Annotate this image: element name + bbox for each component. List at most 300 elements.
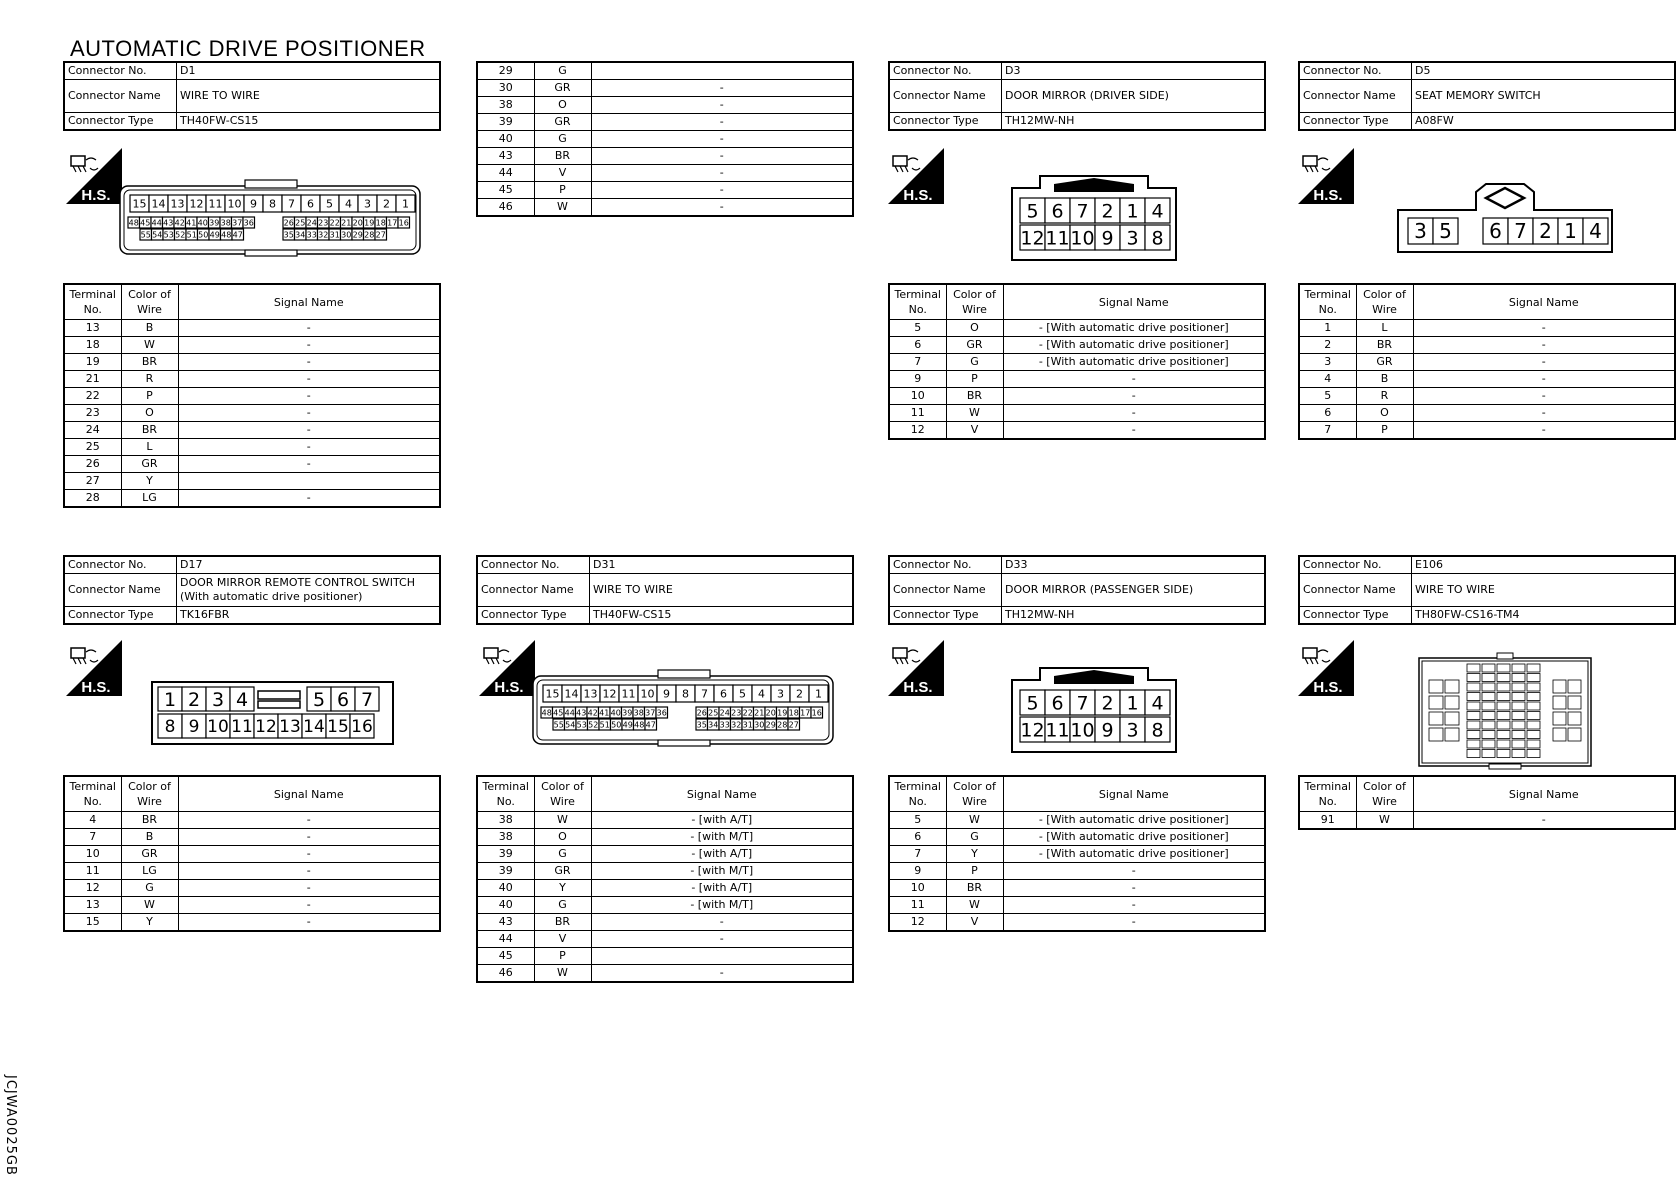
connector-type: TK16FBR	[177, 607, 441, 625]
th40-pin-label: 48	[221, 230, 232, 240]
terminal-no: 10	[889, 880, 946, 897]
th40-pin-label: 22	[742, 708, 753, 718]
th40-pin-label: 48	[634, 720, 645, 730]
terminal-no: 5	[1299, 388, 1356, 405]
terminal-no: 13	[64, 320, 121, 337]
table-row	[889, 880, 1265, 897]
th40-pin-label: 34	[295, 230, 306, 240]
th40-pin-label: 48	[128, 218, 139, 228]
wire-color: GR	[534, 114, 591, 131]
signal-name: -	[591, 114, 853, 131]
wire-color: BR	[946, 880, 1003, 897]
th40-pin-label: 41	[599, 708, 610, 718]
wire-color: O	[534, 829, 591, 846]
table-row	[64, 829, 440, 846]
th40-pin-label: 14	[564, 687, 579, 701]
table-header: Terminal No. Color of Wire Signal Name	[64, 284, 440, 320]
tk16-pin-label: 12	[255, 717, 277, 738]
signal-name: -	[591, 80, 853, 97]
terminal-no: 5	[889, 320, 946, 337]
terminal-no: 39	[477, 863, 534, 880]
signal-name	[178, 473, 440, 490]
signal-name: -	[178, 914, 440, 932]
wire-color: W	[534, 965, 591, 983]
table-row	[477, 880, 853, 897]
th40-pin-label: 10	[640, 687, 655, 701]
connector-d1	[63, 61, 441, 131]
connector-d31: Connector No. D31 Connector Name WIRE TO WIRE Connector Type TH40FW-CS15	[476, 555, 854, 625]
th40-pin-label: 42	[587, 708, 598, 718]
wire-color: P	[121, 388, 178, 405]
th40-pin-label: 26	[696, 708, 707, 718]
table-header: Terminal No. Color of Wire Signal Name	[477, 776, 853, 812]
th40-pin-label: 28	[364, 230, 375, 240]
connector-name: DOOR MIRROR (PASSENGER SIDE)	[1002, 574, 1266, 607]
terminal-no: 6	[889, 337, 946, 354]
th40-pin-label: 51	[186, 230, 197, 240]
th40-pin-label: 49	[622, 720, 633, 730]
wire-color: G	[534, 846, 591, 863]
th12-pin-label: 10	[1070, 227, 1095, 250]
table-row	[64, 846, 440, 863]
table-row	[64, 490, 440, 508]
signal-name: -	[178, 490, 440, 508]
signal-name: -	[178, 337, 440, 354]
th40-pin-label: 45	[140, 218, 151, 228]
th40-pin-label: 44	[564, 708, 575, 718]
wire-color: P	[534, 182, 591, 199]
th40-pin-label: 17	[800, 708, 811, 718]
th40-pin-label: 15	[132, 197, 147, 211]
terminal-no: 44	[477, 165, 534, 182]
signal-name: -	[591, 199, 853, 217]
th40-pin-label: 17	[387, 218, 398, 228]
th40-pin-label: 3	[364, 197, 371, 211]
table-row	[889, 337, 1265, 354]
th40-pin-label: 5	[739, 687, 746, 701]
harness-side-icon	[479, 640, 535, 696]
table-row	[64, 388, 440, 405]
th40-pin-label: 23	[731, 708, 742, 718]
signal-name: - [With automatic drive positioner]	[1003, 320, 1265, 337]
th40-pin-label: 38	[220, 218, 231, 228]
connector-type: TH12MW-NH	[1002, 607, 1266, 625]
table-row	[64, 371, 440, 388]
th40-pin-label: 27	[375, 230, 386, 240]
wire-color: Y	[121, 914, 178, 932]
table-row	[64, 473, 440, 490]
terminal-no: 10	[889, 388, 946, 405]
terminal-no: 43	[477, 914, 534, 931]
table-row	[64, 337, 440, 354]
connector-type: TH80FW-CS16-TM4	[1412, 607, 1676, 625]
wire-color: W	[946, 405, 1003, 422]
th40-pin-label: 36	[243, 218, 254, 228]
th40-pin-label: 20	[765, 708, 776, 718]
tk16-pin-label: 15	[327, 717, 349, 738]
table-row	[477, 931, 853, 948]
terminal-table-d5	[1298, 283, 1676, 440]
terminal-table-d1	[63, 283, 441, 508]
th40-pin-label: 18	[788, 708, 799, 718]
th12-pin-label: 10	[1070, 719, 1095, 742]
table-row	[889, 388, 1265, 405]
th40-pin-label: 35	[696, 720, 707, 730]
tk16-pin-label: 6	[336, 688, 350, 711]
harness-side-icon	[888, 640, 944, 696]
wire-color: BR	[534, 914, 591, 931]
table-row	[889, 863, 1265, 880]
wire-color: V	[946, 914, 1003, 932]
terminal-no: 13	[64, 897, 121, 914]
th40-pin-label: 2	[796, 687, 803, 701]
table-row	[64, 456, 440, 473]
th40-pin-label: 30	[754, 720, 765, 730]
th40-pin-label: 10	[227, 197, 242, 211]
signal-name	[591, 62, 853, 80]
table-row	[477, 965, 853, 983]
th40-pin-label: 22	[329, 218, 340, 228]
th40-pin-label: 19	[777, 708, 788, 718]
connector-no: D17	[177, 556, 441, 574]
tk16-pin-label: 13	[279, 717, 301, 738]
th40-pin-label: 24	[719, 708, 730, 718]
table-header: Terminal No. Color of Wire Signal Name	[1299, 284, 1675, 320]
terminal-no: 25	[64, 439, 121, 456]
terminal-no: 40	[477, 131, 534, 148]
figure-code: JCJWA0025GB	[3, 1075, 18, 1176]
wire-color: G	[121, 880, 178, 897]
terminal-no: 43	[477, 148, 534, 165]
signal-name: -	[591, 182, 853, 199]
wire-color: G	[534, 62, 591, 80]
connector-d17: Connector No. D17 Connector Name DOOR MIRROR REMOTE CONTROL SWITCH (With automatic drive positioner) Connector Type TK16FBR	[63, 555, 441, 625]
signal-name	[591, 948, 853, 965]
connector-face-d33	[1010, 662, 1178, 754]
wire-color: B	[121, 320, 178, 337]
terminal-no: 9	[889, 863, 946, 880]
th40-pin-label: 54	[152, 230, 163, 240]
th12-pin-label: 3	[1126, 719, 1139, 742]
th12-pin-label: 9	[1101, 719, 1114, 742]
connector-name: DOOR MIRROR REMOTE CONTROL SWITCH (With automatic drive positioner)	[177, 574, 441, 607]
th40-pin-label: 40	[197, 218, 208, 228]
wire-color: G	[534, 131, 591, 148]
terminal-no: 12	[64, 880, 121, 897]
a08-pin-label: 5	[1439, 219, 1452, 244]
th40-pin-label: 16	[811, 708, 822, 718]
table-row	[477, 97, 853, 114]
tk16-pin-label: 7	[360, 688, 374, 711]
th40-pin-label: 33	[306, 230, 317, 240]
wire-color: GR	[946, 337, 1003, 354]
terminal-table-d33	[888, 775, 1266, 932]
table-header: Terminal No. Color of Wire Signal Name	[1299, 776, 1675, 812]
signal-name: -	[178, 354, 440, 371]
table-row	[1299, 422, 1675, 440]
table-row	[64, 897, 440, 914]
terminal-table-d1-continued	[476, 61, 854, 217]
tk16-pin-label: 2	[187, 688, 201, 711]
tk16-pin-label: 10	[207, 717, 229, 738]
th40-pin-label: 15	[545, 687, 560, 701]
th40-pin-label: 37	[645, 708, 656, 718]
a08-pin-label: 7	[1514, 219, 1527, 244]
th40-pin-label: 55	[553, 720, 564, 730]
th12-pin-label: 5	[1026, 692, 1039, 715]
th12-pin-label: 4	[1151, 200, 1164, 223]
tk16-pin-label: 3	[211, 688, 225, 711]
terminal-no: 26	[64, 456, 121, 473]
th40-pin-label: 29	[765, 720, 776, 730]
terminal-no: 29	[477, 62, 534, 80]
th40-pin-label: 53	[163, 230, 174, 240]
th40-pin-label: 8	[269, 197, 276, 211]
signal-name: - [with A/T]	[591, 812, 853, 829]
terminal-no: 45	[477, 182, 534, 199]
table-row	[477, 863, 853, 880]
tk16-pin-label: 8	[164, 717, 176, 738]
terminal-table-d31	[476, 775, 854, 983]
th40-pin-label: 32	[318, 230, 329, 240]
terminal-no: 45	[477, 948, 534, 965]
table-row	[889, 405, 1265, 422]
th40-pin-label: 6	[720, 687, 727, 701]
wire-color: G	[946, 354, 1003, 371]
wire-color: W	[534, 199, 591, 217]
th40-pin-label: 8	[682, 687, 689, 701]
signal-name: -	[1413, 422, 1675, 440]
terminal-no: 38	[477, 97, 534, 114]
th40-pin-label: 52	[175, 230, 186, 240]
terminal-no: 6	[889, 829, 946, 846]
terminal-no: 22	[64, 388, 121, 405]
terminal-no: 28	[64, 490, 121, 508]
th12-pin-label: 7	[1076, 692, 1089, 715]
terminal-no: 7	[64, 829, 121, 846]
table-row	[1299, 320, 1675, 337]
signal-name: -	[1003, 405, 1265, 422]
terminal-no: 7	[889, 354, 946, 371]
harness-side-icon	[1298, 148, 1354, 204]
table-row	[477, 114, 853, 131]
signal-name: -	[178, 812, 440, 829]
signal-name: -	[178, 439, 440, 456]
th40-pin-label: 4	[345, 197, 352, 211]
signal-name: - [with M/T]	[591, 829, 853, 846]
th40-pin-label: 43	[163, 218, 174, 228]
signal-name: -	[591, 97, 853, 114]
wire-color: BR	[121, 422, 178, 439]
th40-pin-label: 33	[719, 720, 730, 730]
terminal-no: 12	[889, 422, 946, 440]
connector-face-e106	[1417, 652, 1593, 770]
th12-pin-label: 1	[1126, 692, 1139, 715]
terminal-no: 11	[64, 863, 121, 880]
table-row	[889, 897, 1265, 914]
terminal-no: 5	[889, 812, 946, 829]
connector-type: A08FW	[1412, 113, 1676, 131]
th40-pin-label: 26	[283, 218, 294, 228]
signal-name: -	[1003, 371, 1265, 388]
th40-pin-label: 52	[588, 720, 599, 730]
tk16-pin-label: 9	[188, 717, 200, 738]
table-row	[1299, 371, 1675, 388]
connector-no: D3	[1002, 62, 1266, 80]
signal-name: - [with A/T]	[591, 880, 853, 897]
connector-type: TH12MW-NH	[1002, 113, 1266, 131]
signal-name: -	[178, 405, 440, 422]
th40-pin-label: 45	[553, 708, 564, 718]
terminal-no: 19	[64, 354, 121, 371]
th40-pin-label: 5	[326, 197, 333, 211]
signal-name: -	[591, 931, 853, 948]
table-row	[477, 914, 853, 931]
th40-pin-label: 13	[170, 197, 185, 211]
th40-pin-label: 39	[622, 708, 633, 718]
wire-color: LG	[121, 863, 178, 880]
wire-color: Y	[946, 846, 1003, 863]
th40-pin-label: 32	[731, 720, 742, 730]
th40-pin-label: 1	[815, 687, 822, 701]
th40-pin-label: 20	[352, 218, 363, 228]
th12-pin-label: 8	[1151, 227, 1164, 250]
th40-pin-label: 48	[541, 708, 552, 718]
terminal-no: 40	[477, 897, 534, 914]
tk16-pin-label: 16	[351, 717, 373, 738]
terminal-table-d17	[63, 775, 441, 932]
wire-color: P	[946, 371, 1003, 388]
terminal-no: 1	[1299, 320, 1356, 337]
table-row	[477, 846, 853, 863]
a08-pin-label: 1	[1564, 219, 1577, 244]
th40-pin-label: 3	[777, 687, 784, 701]
harness-side-icon	[888, 148, 944, 204]
th40-pin-label: 6	[307, 197, 314, 211]
signal-name: -	[178, 897, 440, 914]
wire-color: W	[121, 337, 178, 354]
terminal-no: 3	[1299, 354, 1356, 371]
connector-type: TH40FW-CS15	[177, 113, 441, 131]
terminal-no: 24	[64, 422, 121, 439]
wire-color: LG	[121, 490, 178, 508]
signal-name: -	[1413, 371, 1675, 388]
wire-color: G	[534, 897, 591, 914]
th40-pin-label: 7	[288, 197, 295, 211]
terminal-no: 15	[64, 914, 121, 932]
terminal-no: 46	[477, 199, 534, 217]
signal-name: -	[1003, 422, 1265, 440]
table-row	[477, 948, 853, 965]
th12-pin-label: 9	[1101, 227, 1114, 250]
connector-name: DOOR MIRROR (DRIVER SIDE)	[1002, 80, 1266, 113]
wire-color: W	[534, 812, 591, 829]
th40-pin-label: 4	[758, 687, 765, 701]
th40-pin-label: 47	[645, 720, 656, 730]
terminal-no: 10	[64, 846, 121, 863]
terminal-no: 18	[64, 337, 121, 354]
signal-name: -	[1413, 337, 1675, 354]
signal-name: -	[1413, 812, 1675, 830]
harness-side-icon	[66, 640, 122, 696]
terminal-no: 23	[64, 405, 121, 422]
table-row	[64, 422, 440, 439]
a08-pin-label: 2	[1539, 219, 1552, 244]
th40-pin-label: 16	[398, 218, 409, 228]
signal-name: - [With automatic drive positioner]	[1003, 354, 1265, 371]
th40-pin-label: 44	[151, 218, 162, 228]
harness-side-icon	[1298, 640, 1354, 696]
th12-pin-label: 6	[1051, 200, 1064, 223]
connector-face-d5	[1396, 182, 1614, 254]
table-row	[1299, 388, 1675, 405]
wire-color: P	[534, 948, 591, 965]
signal-name: - [With automatic drive positioner]	[1003, 846, 1265, 863]
connector-no: D1	[177, 62, 441, 80]
signal-name: - [With automatic drive positioner]	[1003, 829, 1265, 846]
th40-pin-label: 2	[383, 197, 390, 211]
th40-pin-label: 12	[189, 197, 204, 211]
table-row	[1299, 354, 1675, 371]
th40-pin-label: 11	[621, 687, 636, 701]
th40-pin-label: 37	[232, 218, 243, 228]
th40-pin-label: 40	[610, 708, 621, 718]
signal-name: -	[1413, 354, 1675, 371]
tk16-pin-label: 1	[163, 688, 177, 711]
signal-name: -	[178, 456, 440, 473]
wire-color: L	[1356, 320, 1413, 337]
connector-e106: Connector No. E106 Connector Name WIRE TO WIRE Connector Type TH80FW-CS16-TM4	[1298, 555, 1676, 625]
wire-color: BR	[1356, 337, 1413, 354]
th12-pin-label: 11	[1045, 227, 1070, 250]
th12-pin-label: 7	[1076, 200, 1089, 223]
terminal-no: 4	[1299, 371, 1356, 388]
th12-pin-label: 2	[1101, 200, 1114, 223]
th40-pin-label: 50	[611, 720, 622, 730]
wire-color: W	[946, 897, 1003, 914]
connector-d33: Connector No. D33 Connector Name DOOR MIRROR (PASSENGER SIDE) Connector Type TH12MW-NH	[888, 555, 1266, 625]
terminal-no: 21	[64, 371, 121, 388]
connector-no: E106	[1412, 556, 1676, 574]
terminal-no: 30	[477, 80, 534, 97]
connector-name: WIRE TO WIRE	[1412, 574, 1676, 607]
signal-name: -	[178, 846, 440, 863]
wire-color: GR	[534, 863, 591, 880]
table-row	[477, 80, 853, 97]
th40-pin-label: 27	[788, 720, 799, 730]
connector-name: WIRE TO WIRE	[177, 80, 441, 113]
table-row	[477, 182, 853, 199]
wire-color: B	[121, 829, 178, 846]
signal-name: -	[1003, 863, 1265, 880]
th40-pin-label: 38	[633, 708, 644, 718]
wire-color: V	[534, 931, 591, 948]
signal-name: - [with A/T]	[591, 846, 853, 863]
th40-pin-label: 19	[364, 218, 375, 228]
signal-name: -	[591, 131, 853, 148]
terminal-no: 38	[477, 829, 534, 846]
th40-pin-label: 9	[663, 687, 670, 701]
th12-pin-label: 11	[1045, 719, 1070, 742]
wire-color: BR	[121, 812, 178, 829]
tk16-pin-label: 11	[231, 717, 253, 738]
table-row	[477, 165, 853, 182]
wire-color: W	[121, 897, 178, 914]
table-row	[889, 846, 1265, 863]
table-row	[889, 914, 1265, 932]
th12-pin-label: 12	[1020, 719, 1045, 742]
wire-color: GR	[121, 846, 178, 863]
